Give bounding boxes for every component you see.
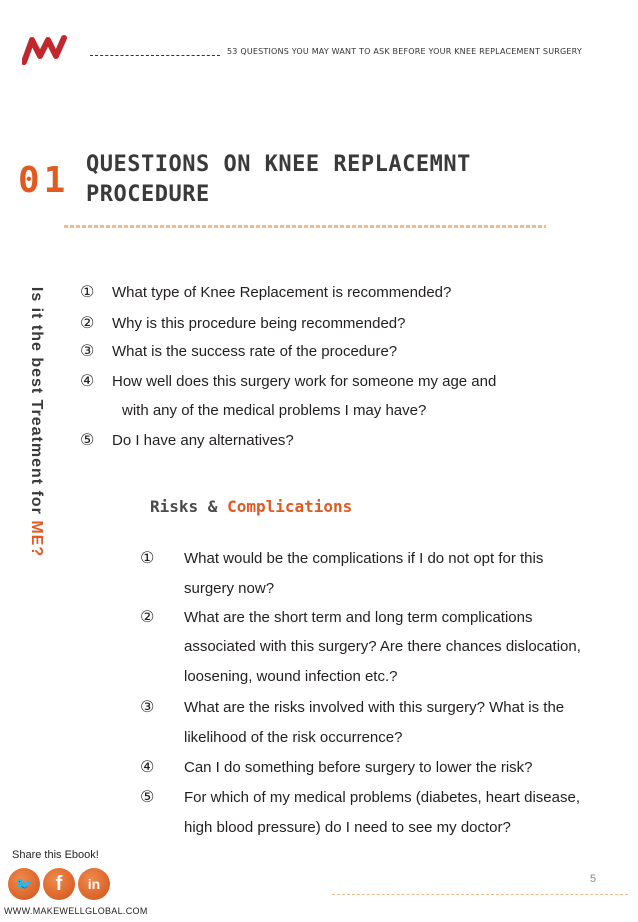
page-number: 5 [590, 873, 597, 885]
question-text: Why is this procedure being recommended? [112, 315, 406, 332]
risk-text: surgery now? [184, 580, 275, 597]
chapter-number: 01 [18, 160, 70, 201]
risks-heading-part2: Complications [227, 497, 353, 516]
risk-text: For which of my medical problems (diabetes, heart disease, [184, 789, 581, 806]
risk-number: ③ [140, 697, 155, 716]
share-label: Share this Ebook! [12, 849, 99, 861]
risk-text: Can I do something before surgery to lower the risk? [184, 759, 533, 776]
risk-text: loosening, wound infection etc.? [184, 668, 398, 685]
risk-text: What are the risks involved with this surgery? What is the [184, 699, 565, 716]
twitter-icon[interactable]: 🐦 [8, 868, 40, 900]
chapter-title-line1: QUESTIONS ON KNEE REPLACEMNT [86, 152, 471, 177]
question-number: ⑤ [80, 430, 95, 449]
question-text: How well does this surgery work for someone my age and [112, 373, 497, 390]
question-number: ④ [80, 371, 95, 390]
header-rule [90, 55, 220, 56]
side-label [27, 287, 45, 557]
question-number: ① [80, 282, 95, 301]
question-text: What type of Knee Replacement is recommended? [112, 284, 452, 301]
risk-number: ② [140, 607, 155, 626]
question-text: What is the success rate of the procedure? [112, 343, 398, 360]
risk-number: ⑤ [140, 787, 155, 806]
risk-text: likelihood of the risk occurrence? [184, 729, 403, 746]
risks-heading-part1: Risks & [150, 497, 228, 516]
question-text: Do I have any alternatives? [112, 432, 294, 449]
risk-text: What would be the complications if I do not opt for this [184, 550, 544, 567]
risks-heading [150, 497, 352, 516]
risk-number: ④ [140, 757, 155, 776]
side-label-accent: ME? [28, 520, 45, 558]
title-divider [64, 225, 546, 228]
website-link[interactable]: WWW.MAKEWELLGLOBAL.COM [4, 906, 148, 916]
risk-text: What are the short term and long term complications [184, 609, 533, 626]
question-number: ② [80, 313, 95, 332]
risk-text: high blood pressure) do I need to see my doctor? [184, 819, 511, 836]
footer-rule [332, 894, 628, 895]
risk-number: ① [140, 548, 155, 567]
chapter-title-line2: PROCEDURE [86, 182, 210, 207]
facebook-icon[interactable]: f [43, 868, 75, 900]
side-label-text: Is it the best Treatment for [28, 286, 45, 521]
linkedin-icon[interactable]: in [78, 868, 110, 900]
question-number: ③ [80, 341, 95, 360]
makewell-logo [22, 34, 70, 66]
question-text: with any of the medical problems I may have? [122, 402, 427, 419]
header-text: 53 QUESTIONS YOU MAY WANT TO ASK BEFORE YOUR KNEE REPLACEMENT SURGERY [227, 47, 582, 56]
risk-text: associated with this surgery? Are there chances dislocation, [184, 638, 581, 655]
